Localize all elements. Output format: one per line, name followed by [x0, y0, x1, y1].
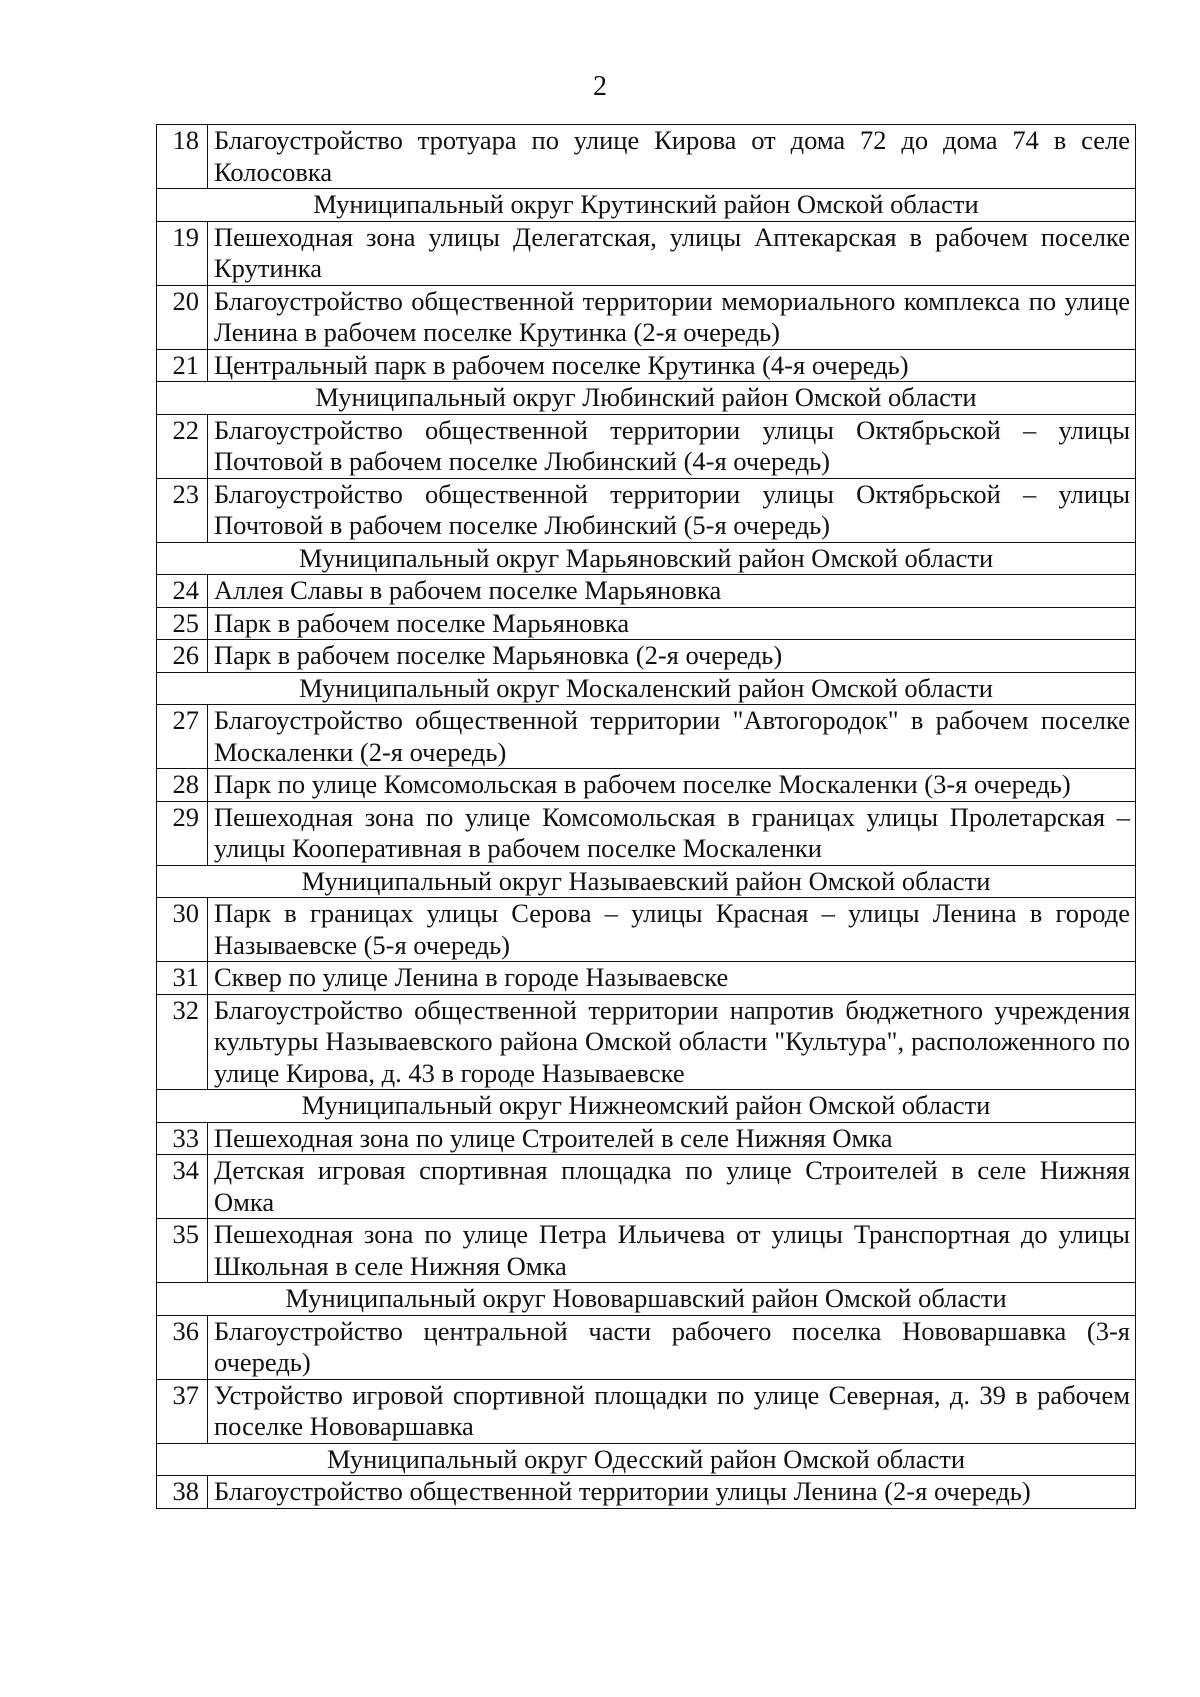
table-row	[157, 414, 1136, 478]
row-number: 23	[157, 478, 208, 542]
row-number: 18	[157, 125, 208, 189]
objects-table	[156, 124, 1136, 1509]
row-description: Пешеходная зона улицы Делегатская, улицы Аптекарская в рабочем поселке Крутинка	[208, 221, 1136, 285]
row-number: 37	[157, 1379, 208, 1443]
table-row	[157, 994, 1136, 1090]
table-row	[157, 769, 1136, 802]
row-number: 31	[157, 962, 208, 995]
row-description: Благоустройство общественной территории напротив бюджетного учреждения культуры Называевского района Омской области "Культура", расположенного по улице Кирова, д. 43 в городе Называевске	[208, 994, 1136, 1090]
row-description: Благоустройство общественной территории улицы Октябрьской – улицы Почтовой в рабочем поселке Любинский (5-я очередь)	[208, 478, 1136, 542]
row-number: 33	[157, 1122, 208, 1155]
table-row	[157, 705, 1136, 769]
row-number: 26	[157, 640, 208, 673]
row-description: Сквер по улице Ленина в городе Называевске	[208, 962, 1136, 995]
row-number: 19	[157, 221, 208, 285]
row-number: 36	[157, 1315, 208, 1379]
row-number: 35	[157, 1219, 208, 1283]
row-description: Детская игровая спортивная площадка по улице Строителей в селе Нижняя Омка	[208, 1155, 1136, 1219]
row-description: Парк в границах улицы Серова – улицы Красная – улицы Ленина в городе Называевске (5-я очередь)	[208, 898, 1136, 962]
row-number: 24	[157, 575, 208, 608]
row-description: Благоустройство общественной территории улицы Октябрьской – улицы Почтовой в рабочем поселке Любинский (4-я очередь)	[208, 414, 1136, 478]
table-row	[157, 801, 1136, 865]
section-header-row	[157, 672, 1136, 705]
table-row	[157, 640, 1136, 673]
page-number: 2	[593, 71, 607, 102]
row-description: Устройство игровой спортивной площадки по улице Северная, д. 39 в рабочем поселке Нововаршавка	[208, 1379, 1136, 1443]
section-title: Муниципальный округ Крутинский район Омской области	[157, 189, 1136, 222]
table-row	[157, 1476, 1136, 1509]
row-number: 28	[157, 769, 208, 802]
row-description: Парк в рабочем поселке Марьяновка (2-я очередь)	[208, 640, 1136, 673]
section-title: Муниципальный округ Нижнеомский район Омской области	[157, 1090, 1136, 1123]
objects-table-body	[157, 125, 1136, 1509]
row-number: 38	[157, 1476, 208, 1509]
row-number: 22	[157, 414, 208, 478]
section-title: Муниципальный округ Марьяновский район Омской области	[157, 542, 1136, 575]
table-row	[157, 1122, 1136, 1155]
row-description: Парк в рабочем поселке Марьяновка	[208, 607, 1136, 640]
table-row	[157, 898, 1136, 962]
row-description: Центральный парк в рабочем поселке Крутинка (4-я очередь)	[208, 349, 1136, 382]
table-row	[157, 1219, 1136, 1283]
row-number: 30	[157, 898, 208, 962]
row-number: 21	[157, 349, 208, 382]
row-description: Благоустройство общественной территории улицы Ленина (2-я очередь)	[208, 1476, 1136, 1509]
row-number: 34	[157, 1155, 208, 1219]
table-row	[157, 607, 1136, 640]
table-row	[157, 125, 1136, 189]
section-title: Муниципальный округ Любинский район Омской области	[157, 382, 1136, 415]
row-description: Аллея Славы в рабочем поселке Марьяновка	[208, 575, 1136, 608]
table-row	[157, 575, 1136, 608]
section-title: Муниципальный округ Москаленский район Омской области	[157, 672, 1136, 705]
section-header-row	[157, 189, 1136, 222]
row-description: Пешеходная зона по улице Строителей в селе Нижняя Омка	[208, 1122, 1136, 1155]
section-title: Муниципальный округ Называевский район Омской области	[157, 865, 1136, 898]
section-title: Муниципальный округ Нововаршавский район Омской области	[157, 1283, 1136, 1316]
row-number: 32	[157, 994, 208, 1090]
row-description: Благоустройство общественной территории мемориального комплекса по улице Ленина в рабочем поселке Крутинка (2-я очередь)	[208, 285, 1136, 349]
section-header-row	[157, 1090, 1136, 1123]
row-description: Благоустройство тротуара по улице Кирова от дома 72 до дома 74 в селе Колосовка	[208, 125, 1136, 189]
table-row	[157, 285, 1136, 349]
section-header-row	[157, 1283, 1136, 1316]
row-number: 25	[157, 607, 208, 640]
section-header-row	[157, 382, 1136, 415]
table-row	[157, 1315, 1136, 1379]
row-number: 29	[157, 801, 208, 865]
row-number: 27	[157, 705, 208, 769]
table-row	[157, 349, 1136, 382]
table-row	[157, 962, 1136, 995]
section-header-row	[157, 865, 1136, 898]
section-header-row	[157, 1443, 1136, 1476]
table-row	[157, 478, 1136, 542]
row-description: Благоустройство общественной территории "Автогородок" в рабочем поселке Москаленки (2-я очередь)	[208, 705, 1136, 769]
section-title: Муниципальный округ Одесский район Омской области	[157, 1443, 1136, 1476]
row-description: Благоустройство центральной части рабочего поселка Нововаршавка (3-я очередь)	[208, 1315, 1136, 1379]
table-row	[157, 1379, 1136, 1443]
row-number: 20	[157, 285, 208, 349]
table-row	[157, 1155, 1136, 1219]
row-description: Парк по улице Комсомольская в рабочем поселке Москаленки (3-я очередь)	[208, 769, 1136, 802]
row-description: Пешеходная зона по улице Комсомольская в границах улицы Пролетарская – улицы Кооперативная в рабочем поселке Москаленки	[208, 801, 1136, 865]
section-header-row	[157, 542, 1136, 575]
table-row	[157, 221, 1136, 285]
row-description: Пешеходная зона по улице Петра Ильичева от улицы Транспортная до улицы Школьная в селе Нижняя Омка	[208, 1219, 1136, 1283]
